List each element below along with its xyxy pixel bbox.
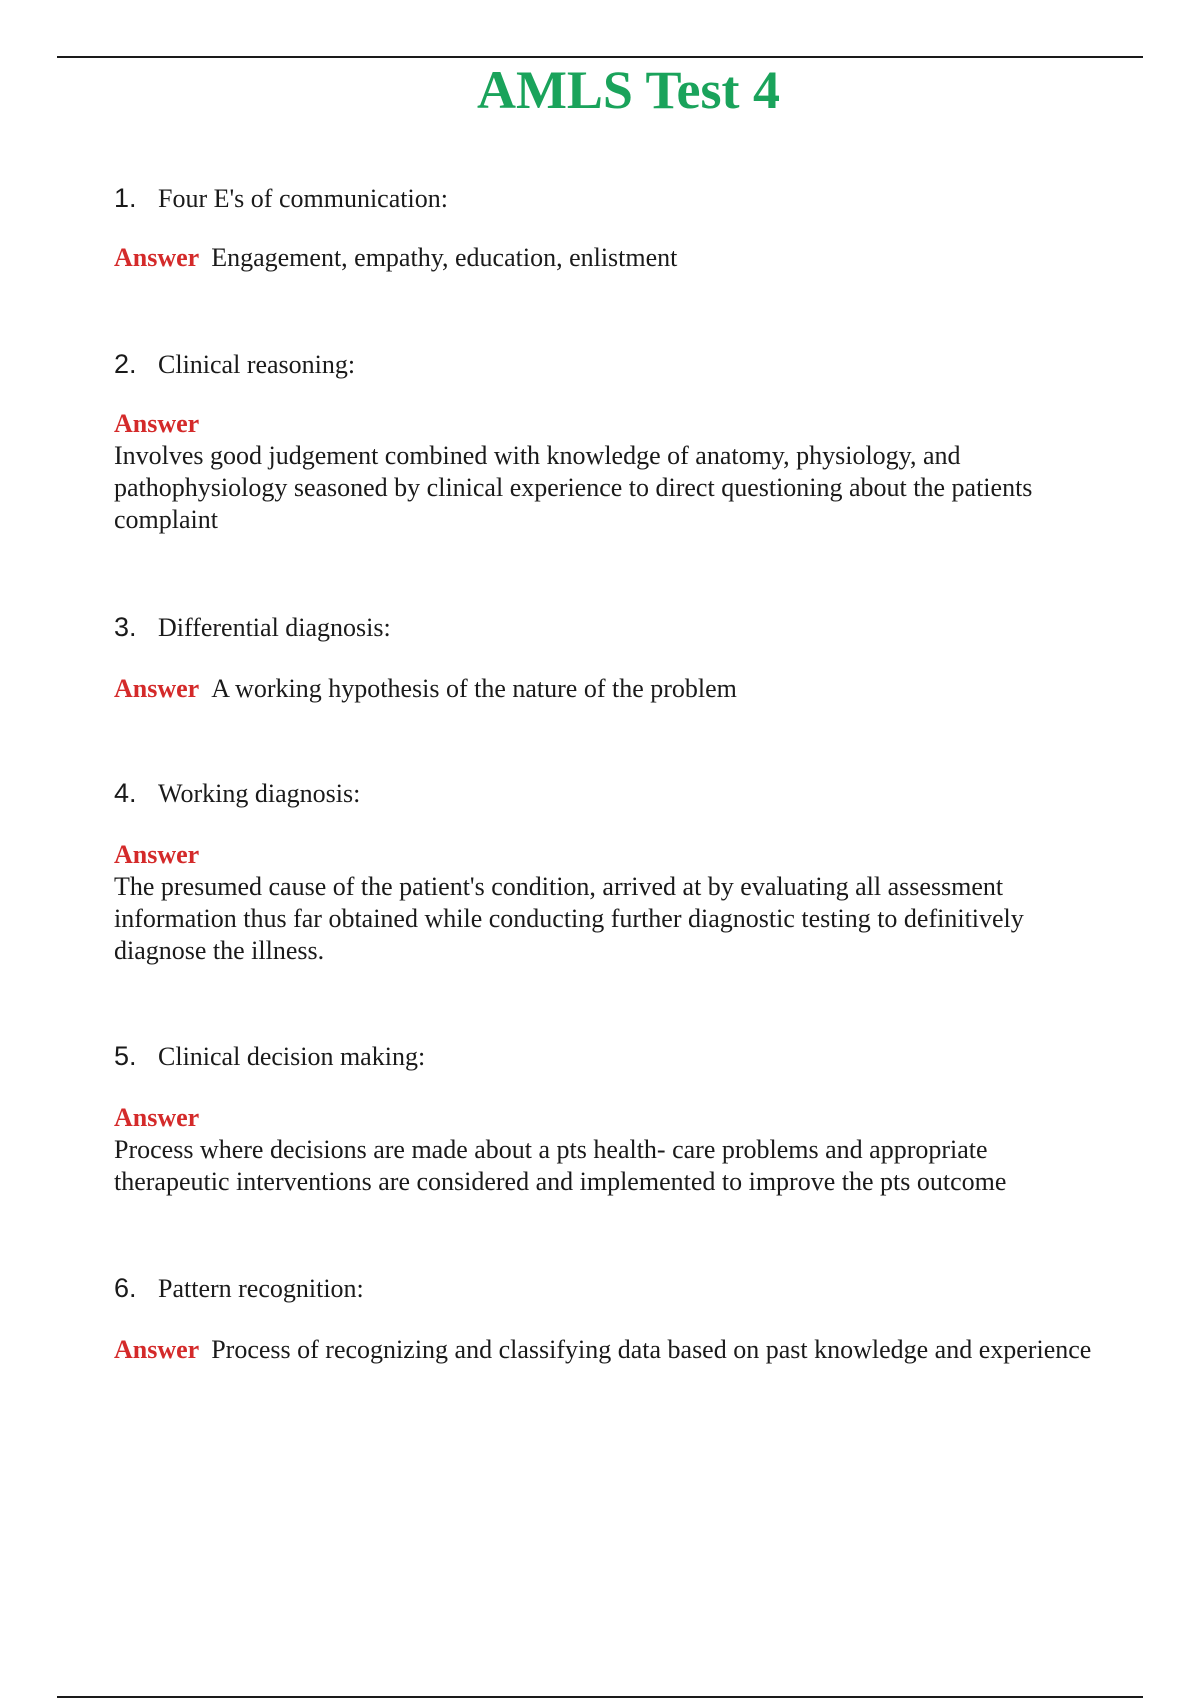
answer-label: Answer [114,674,200,703]
page-title: AMLS Test 4 [476,60,781,120]
question [114,612,1104,643]
answer-label: Answer [114,243,200,272]
qa-item-1 [114,183,1104,274]
bottom-rule [57,1696,1143,1698]
question [114,183,1104,214]
question-text: Working diagnosis: [158,779,361,808]
qa-item-3 [114,612,1104,705]
answer-text: A working hypothesis of the nature of the problem [211,674,737,703]
question-number: 3. [114,612,137,642]
question-number: 2. [114,349,137,379]
question-number: 5. [114,1041,137,1071]
question-text: Pattern recognition: [158,1274,364,1303]
question-number: 6. [114,1273,137,1303]
qa-item-4 [114,778,1104,967]
answer-text: Engagement, empathy, education, enlistment [211,243,678,272]
question-text: Differential diagnosis: [158,613,391,642]
question [114,1041,1104,1072]
answer-text: Involves good judgement combined with knowledge of anatomy, physiology, and pathophysiology seasoned by clinical experience to direct questioning about the patients complaint [114,441,1033,534]
answer [114,839,1104,967]
question-number: 4. [114,778,137,808]
question-number: 1. [114,183,137,213]
qa-item-5 [114,1041,1104,1198]
answer [114,1334,1104,1366]
answer [114,1102,1104,1198]
answer-text: Process of recognizing and classifying data based on past knowledge and experience [211,1335,1092,1364]
answer-label: Answer [114,840,200,869]
answer-text: Process where decisions are made about a pts health- care problems and appropriate therapeutic interventions are considered and implemented to improve the pts outcome [114,1135,1007,1196]
answer [114,408,1104,536]
answer [114,242,1104,274]
answer-label: Answer [114,1335,200,1364]
question [114,349,1104,380]
question-text: Four E's of communication: [158,184,448,213]
question-text: Clinical reasoning: [158,350,356,379]
answer-label: Answer [114,1103,200,1132]
question [114,1273,1104,1304]
qa-item-6 [114,1273,1104,1366]
question-text: Clinical decision making: [158,1042,426,1071]
question [114,778,1104,809]
answer-label: Answer [114,409,200,438]
answer-text: The presumed cause of the patient's condition, arrived at by evaluating all assessment information thus far obtained while conducting further diagnostic testing to definitively diagnose the illness. [114,872,1024,965]
qa-item-2 [114,349,1104,536]
answer [114,673,1104,705]
